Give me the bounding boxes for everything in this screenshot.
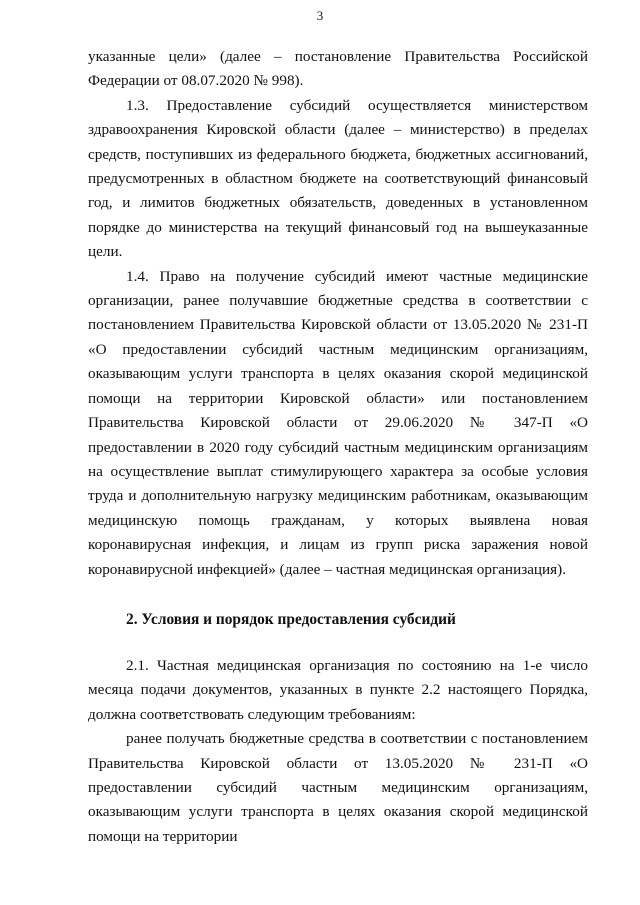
paragraph-2-1: 2.1. Частная медицинская организация по состоянию на 1-е число месяца подачи документов, указанных в пункте 2.2 настоящего Порядка, должна соответствовать следующим требованиям: bbox=[88, 656, 588, 723]
section-2-heading: 2. Условия и порядок предоставления субсидий bbox=[126, 610, 456, 628]
paragraph-2-1-requirement: ранее получать бюджетные средства в соответствии с постановлением Правительства Кировской области от 13.05.2020 № 231-П «О предоставлении субсидий частным медицинским организациям, оказывающим услуги транспорта в целях оказания скорой медицинской помощи на территории bbox=[88, 730, 588, 845]
paragraph-1-2-continuation: указанные цели» (далее – постановление Правительства Российской Федерации от 08.07.2020 № 998). bbox=[88, 48, 588, 90]
page-number: 3 bbox=[316, 8, 324, 23]
paragraph-1-3: 1.3. Предоставление субсидий осуществляется министерством здравоохранения Кировской области (далее – министерство) в пределах средств, поступивших из федерального бюджета, бюджетных ассигнований, предусмотренных в областном бюджете на соответствующий финансовый год, и лимитов бюджетных обязательств, доведенных в установленном порядке до министерства на текущий финансовый год на вышеуказанные цели. bbox=[88, 96, 588, 261]
document-body bbox=[88, 45, 588, 849]
paragraph-1-4: 1.4. Право на получение субсидий имеют частные медицинские организации, ранее получавшие бюджетные средства в соответствии с постановлением Правительства Кировской области от 13.05.2020 № 231-П «О предоставлении субсидий частным медицинским организациям, оказывающим услуги транспорта в целях оказания скорой медицинской помощи на территории Кировской области» или постановлением Правительства Кировской области от 29.06.2020 № 347-П «О предоставлении в 2020 году субсидий частным медицинским организациям на осуществление выплат стимулирующего характера за особые условия труда и дополнительную нагрузку медицинским работникам, оказывающим медицинскую помощь гражданам, у которых выявлена новая коронавирусная инфекция, и лицам из групп риска заражения новой коронавирусной инфекцией» (далее – частная медицинская организация). bbox=[88, 267, 588, 578]
